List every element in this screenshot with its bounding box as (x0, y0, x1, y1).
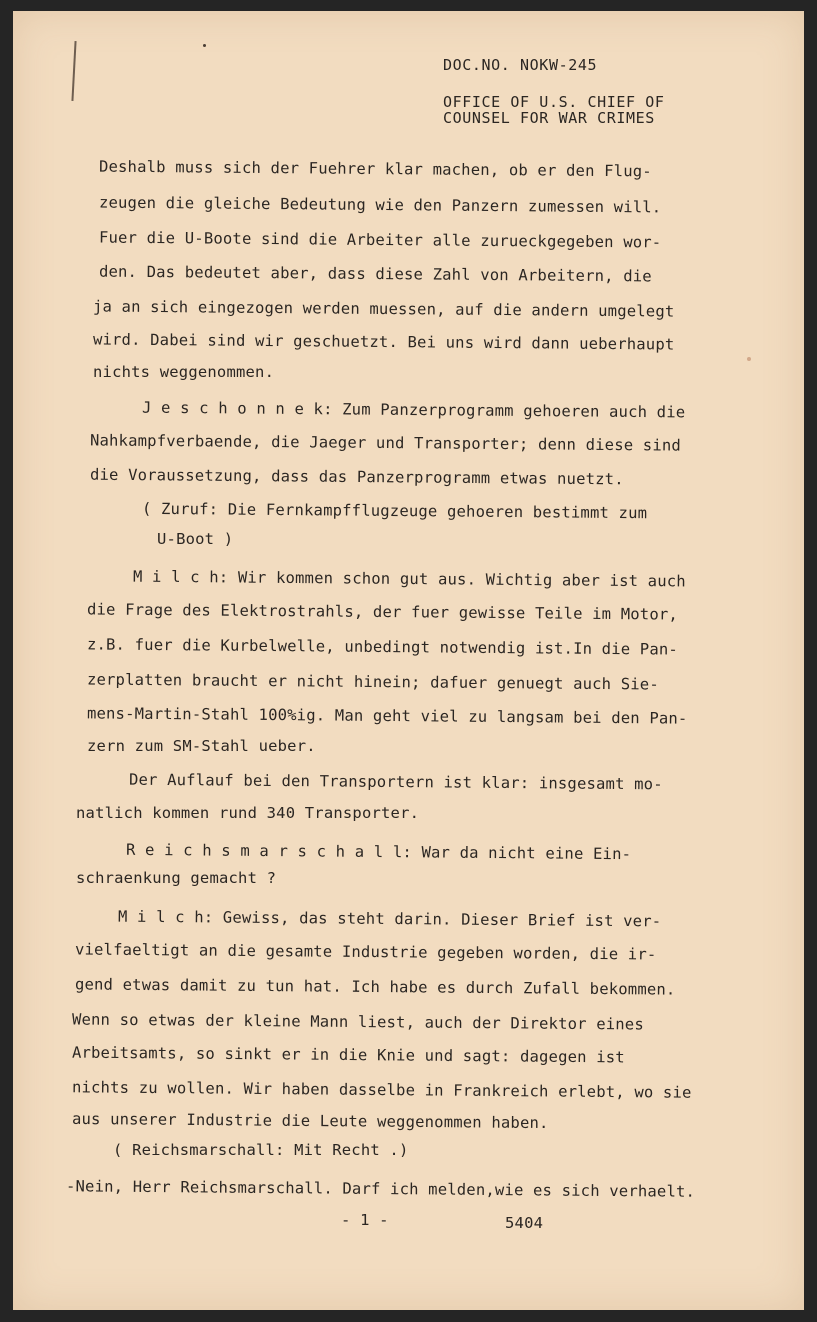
body-line: Nahkampfverbaende, die Jaeger und Transporter; denn diese sind (89, 431, 682, 455)
paper-spot (203, 44, 206, 47)
body-line: Wenn so etwas der kleine Mann liest, auch der Direktor eines (71, 1010, 644, 1034)
body-line: zern zum SM-Stahl ueber. (87, 737, 316, 755)
body-line: natlich kommen rund 340 Transporter. (76, 804, 420, 822)
body-line: vielfaeltigt an die gesamte Industrie gegeben worden, die ir- (74, 940, 657, 964)
doc-number: DOC.NO. NOKW-245 (443, 56, 598, 74)
body-line: J e s c h o n n e k: Zum Panzerprogramm gehoeren auch die (141, 398, 686, 422)
page-number: - 1 - (341, 1211, 389, 1229)
body-line: ( Zuruf: Die Fernkampfflugzeuge gehoeren bestimmt zum (141, 499, 648, 523)
body-line: Deshalb muss sich der Fuehrer klar machen, ob er den Flug- (98, 157, 652, 181)
body-line: nichts weggenommen. (93, 363, 275, 381)
body-line: den. Das bedeutet aber, dass diese Zahl von Arbeitern, die (98, 262, 652, 286)
body-line: die Frage des Elektrostrahls, der fuer gewisse Teile im Motor, (86, 600, 679, 624)
body-line: zerplatten braucht er nicht hinein; dafuer genuegt auch Sie- (86, 670, 659, 694)
body-line: nichts zu wollen. Wir haben dasselbe in Frankreich erlebt, wo sie (71, 1078, 692, 1102)
body-line: aus unserer Industrie die Leute weggenommen haben. (71, 1109, 549, 1133)
office-line-2: COUNSEL FOR WAR CRIMES (443, 109, 655, 127)
body-line: z.B. fuer die Kurbelwelle, unbedingt notwendig ist.In die Pan- (86, 635, 679, 659)
body-line: M i l c h: Wir kommen schon gut aus. Wichtig aber ist auch (132, 567, 686, 591)
body-line: R e i c h s m a r s c h a l l: War da nicht eine Ein- (125, 840, 632, 864)
body-line: wird. Dabei sind wir geschuetzt. Bei uns wird dann ueberhaupt (92, 330, 675, 354)
body-line: Der Auflauf bei den Transportern ist klar: insgesamt mo- (128, 770, 663, 794)
body-line: mens-Martin-Stahl 100%ig. Man geht viel zu langsam bei den Pan- (86, 704, 688, 728)
body-line: M i l c h: Gewiss, das steht darin. Dieser Brief ist ver- (117, 907, 662, 931)
body-line: Arbeitsamts, so sinkt er in die Knie und sagt: dagegen ist (71, 1043, 625, 1067)
body-line: schraenkung gemacht ? (76, 869, 277, 887)
body-line: gend etwas damit zu tun hat. Ich habe es durch Zufall bekommen. (74, 975, 676, 999)
body-line: ja an sich eingezogen werden muessen, auf die andern umgelegt (92, 297, 675, 321)
paper-spot (747, 357, 751, 361)
body-line: die Voraussetzung, dass das Panzerprogramm etwas nuetzt. (89, 465, 624, 489)
body-line: Fuer die U-Boote sind die Arbeiter alle zurueckgegeben wor- (98, 228, 662, 252)
margin-pencil-mark (71, 41, 76, 101)
body-line: zeugen die gleiche Bedeutung wie den Panzern zumessen will. (98, 193, 662, 217)
stamp-number: 5404 (505, 1214, 544, 1232)
body-line: -Nein, Herr Reichsmarschall. Darf ich melden,wie es sich verhaelt. (65, 1177, 696, 1201)
body-line: ( Reichsmarschall: Mit Recht .) (113, 1141, 409, 1159)
office-line-1: OFFICE OF U.S. CHIEF OF (443, 93, 665, 111)
body-line: U-Boot ) (157, 530, 234, 548)
